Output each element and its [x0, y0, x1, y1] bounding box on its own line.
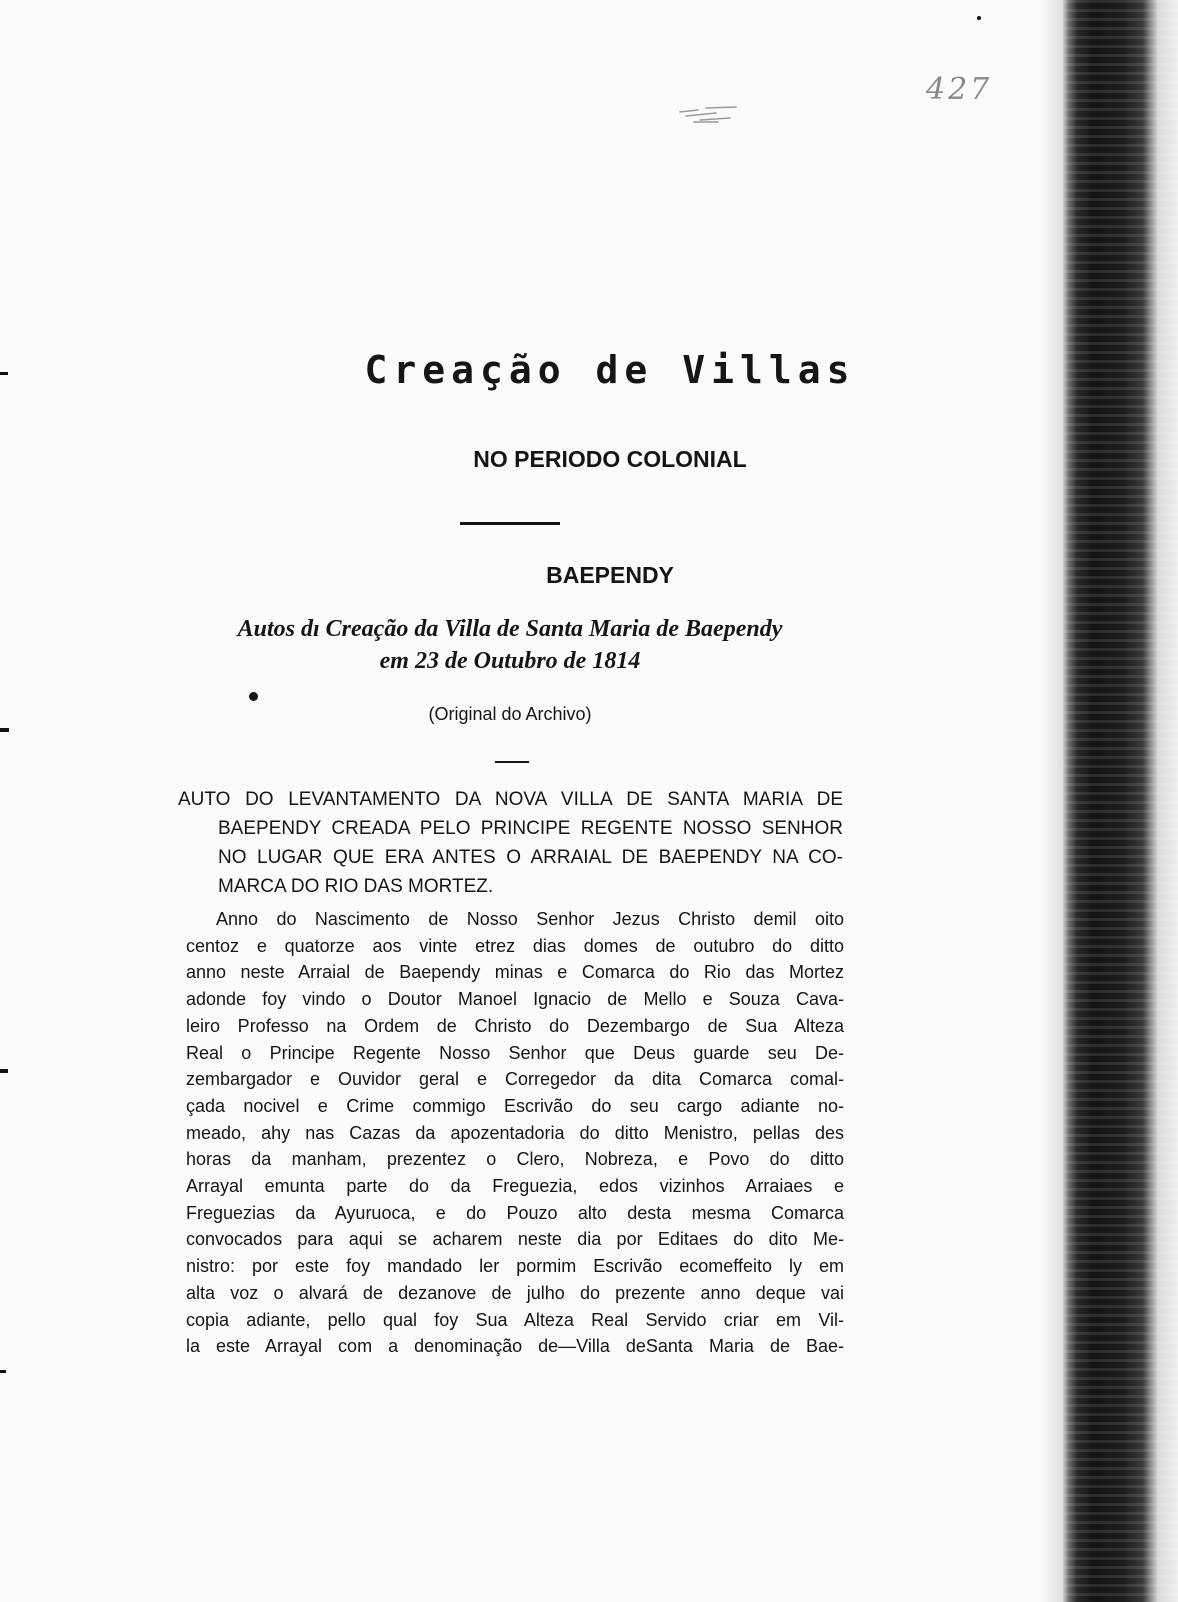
decree-heading-line: BAEPENDY CREADA PELO PRINCIPE REGENTE NOSSO SENHOR: [218, 818, 843, 839]
body-line: Anno do Nascimento de Nosso Senhor Jezus Christo demil oito: [216, 909, 844, 929]
body-paragraph: [186, 906, 844, 1360]
body-line: copia adiante, pello qual foy Sua Alteza Real Servido criar em Vil-: [186, 1309, 844, 1330]
book-binding-edge: [1063, 0, 1178, 1602]
decree-heading-line: AUTO DO LEVANTAMENTO DA NOVA VILLA DE SANTA MARIA DE: [178, 789, 843, 810]
margin-mark: [0, 1370, 6, 1373]
document-caption-line: em 23 de Outubro de 1814: [379, 648, 641, 674]
body-line: la este Arrayal com a denominação de—Villa deSanta Maria de Bae-: [186, 1336, 844, 1357]
decree-heading-line: NO LUGAR QUE ERA ANTES O ARRAIAL DE BAEPENDY NA CO-: [218, 847, 843, 868]
body-line: horas da manham, prezentez o Clero, Nobreza, e Povo do ditto: [186, 1149, 844, 1170]
folio-number: 427: [926, 72, 993, 107]
decree-heading: [178, 785, 843, 901]
body-line: Freguezias da Ayuruoca, e do Pouzo alto desta mesma Comarca: [186, 1202, 844, 1223]
pencil-scribble: [676, 100, 740, 128]
body-line: çada nocivel e Crime commigo Escrivão do seu cargo adiante no-: [186, 1095, 844, 1116]
body-line: adonde foy vindo o Doutor Manoel Ignacio de Mello e Souza Cava-: [186, 989, 844, 1010]
margin-mark: [0, 728, 9, 732]
body-line: zembargador e Ouvidor geral e Corregedor da dita Comarca comal-: [186, 1069, 844, 1090]
title-divider: [460, 522, 560, 525]
binding-shadow: [1040, 0, 1064, 1602]
body-line: centoz e quatorze aos vinte etrez dias domes de outubro do ditto: [186, 935, 844, 956]
body-line: anno neste Arraial de Baependy minas e Comarca do Rio das Mortez: [186, 962, 844, 983]
decree-heading-line: MARCA DO RIO DAS MORTEZ.: [218, 876, 494, 897]
page-subtitle: NO PERIODO COLONIAL: [473, 446, 747, 472]
source-note: (Original do Archivo): [428, 704, 592, 724]
ink-dot: [249, 692, 258, 701]
margin-mark: [0, 1069, 8, 1073]
section-heading: BAEPENDY: [546, 562, 674, 588]
body-line: alta voz o alvará de dezanove de julho do prezente anno deque vai: [186, 1282, 844, 1303]
margin-mark: [0, 372, 8, 375]
margin-mark: [977, 16, 981, 20]
body-line: nistro: por este foy mandado ler pormim Escrivão ecomeffeito ly em: [186, 1256, 844, 1277]
body-line: convocados para aqui se acharem neste dia por Editaes do dito Me-: [186, 1229, 844, 1250]
body-line: meado, ahy nas Cazas da apozentadoria do ditto Menistro, pellas des: [186, 1122, 844, 1143]
body-line: leiro Professo na Ordem de Christo do Dezembargo de Sua Alteza: [186, 1015, 844, 1036]
document-caption-line: Autos dı Creação da Villa de Santa Maria de Baependy: [237, 616, 783, 642]
body-line: Arrayal emunta parte do da Freguezia, edos vizinhos Arraiaes e: [186, 1176, 844, 1197]
section-dash: [495, 761, 529, 763]
body-line: Real o Principe Regente Nosso Senhor que Deus guarde seu De-: [186, 1042, 844, 1063]
page-title: Creação de Villas: [364, 348, 856, 392]
